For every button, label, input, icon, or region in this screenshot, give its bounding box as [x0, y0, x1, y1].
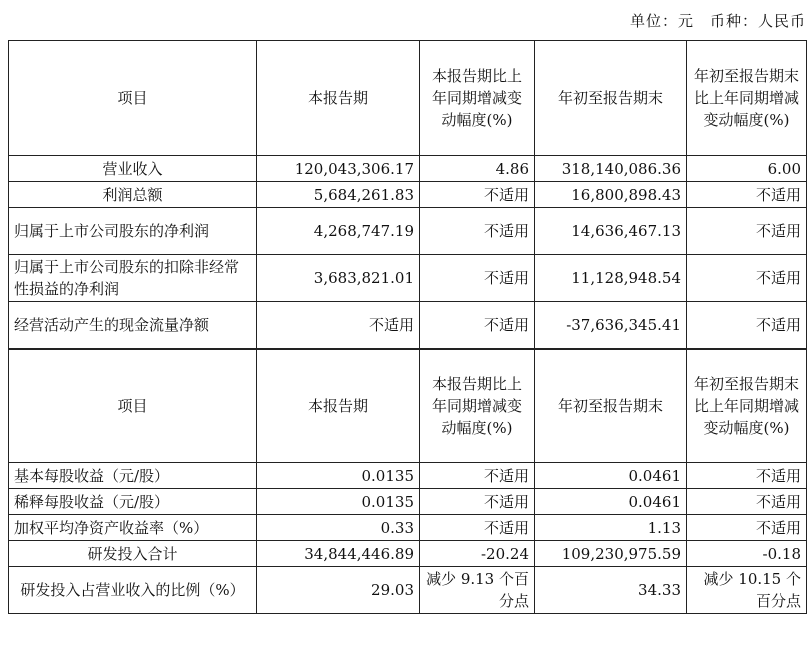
cell-value: 0.0461 [535, 463, 687, 489]
row-label: 研发投入占营业收入的比例（%） [9, 567, 257, 614]
cell-value: 4,268,747.19 [257, 208, 420, 255]
currency-unit-note: 单位：元 币种：人民币 [629, 12, 806, 30]
cell-value: 14,636,467.13 [535, 208, 687, 255]
header-ytd: 年初至报告期末 [535, 349, 687, 463]
cell-value: -20.24 [420, 541, 535, 567]
cell-value: 16,800,898.43 [535, 182, 687, 208]
row-label: 经营活动产生的现金流量净额 [9, 302, 257, 350]
cell-value: 不适用 [420, 489, 535, 515]
table-row [9, 463, 807, 489]
cell-value: 不适用 [257, 302, 420, 350]
cell-value: 不适用 [420, 302, 535, 350]
cell-value: 1.13 [535, 515, 687, 541]
cell-value: 6.00 [687, 156, 807, 182]
cell-value: 4.86 [420, 156, 535, 182]
table-row [9, 515, 807, 541]
header-ytd: 年初至报告期末 [535, 41, 687, 156]
header-row [9, 41, 807, 156]
table-row [9, 255, 807, 302]
row-label: 利润总额 [9, 182, 257, 208]
table-row [9, 156, 807, 182]
row-label: 研发投入合计 [9, 541, 257, 567]
header-current-period: 本报告期 [257, 41, 420, 156]
header-item: 项目 [9, 41, 257, 156]
cell-value: 120,043,306.17 [257, 156, 420, 182]
header-row [9, 349, 807, 463]
header-current-period: 本报告期 [257, 349, 420, 463]
table-row [9, 182, 807, 208]
cell-value: 34.33 [535, 567, 687, 614]
cell-value: 不适用 [687, 489, 807, 515]
row-label: 基本每股收益（元/股） [9, 463, 257, 489]
cell-value: 0.0461 [535, 489, 687, 515]
row-label: 营业收入 [9, 156, 257, 182]
table-row [9, 208, 807, 255]
cell-value: 不适用 [687, 515, 807, 541]
cell-value: 减少 9.13 个百分点 [420, 567, 535, 614]
cell-value: 0.0135 [257, 463, 420, 489]
cell-value: 不适用 [420, 208, 535, 255]
cell-value: -0.18 [687, 541, 807, 567]
header-current-change: 本报告期比上年同期增减变动幅度(%) [420, 349, 535, 463]
cell-value: 11,128,948.54 [535, 255, 687, 302]
table-row [9, 541, 807, 567]
row-label: 归属于上市公司股东的扣除非经常性损益的净利润 [9, 255, 257, 302]
cell-value: 不适用 [687, 255, 807, 302]
cell-value: 5,684,261.83 [257, 182, 420, 208]
cell-value: 不适用 [420, 463, 535, 489]
cell-value: 不适用 [420, 182, 535, 208]
cell-value: 不适用 [420, 255, 535, 302]
cell-value: 不适用 [687, 463, 807, 489]
cell-value: 不适用 [420, 515, 535, 541]
financial-table [8, 40, 807, 614]
cell-value: 0.0135 [257, 489, 420, 515]
header-item: 项目 [9, 349, 257, 463]
table-row [9, 567, 807, 614]
table-row [9, 489, 807, 515]
header-current-change: 本报告期比上年同期增减变动幅度(%) [420, 41, 535, 156]
table-row [9, 302, 807, 350]
cell-value: 0.33 [257, 515, 420, 541]
cell-value: 318,140,086.36 [535, 156, 687, 182]
row-label: 加权平均净资产收益率（%） [9, 515, 257, 541]
cell-value: 34,844,446.89 [257, 541, 420, 567]
cell-value: 不适用 [687, 182, 807, 208]
header-ytd-change: 年初至报告期末比上年同期增减变动幅度(%) [687, 349, 807, 463]
row-label: 归属于上市公司股东的净利润 [9, 208, 257, 255]
cell-value: 不适用 [687, 208, 807, 255]
cell-value: -37,636,345.41 [535, 302, 687, 350]
row-label: 稀释每股收益（元/股） [9, 489, 257, 515]
cell-value: 109,230,975.59 [535, 541, 687, 567]
cell-value: 减少 10.15 个百分点 [687, 567, 807, 614]
cell-value: 不适用 [687, 302, 807, 350]
cell-value: 29.03 [257, 567, 420, 614]
header-ytd-change: 年初至报告期末比上年同期增减变动幅度(%) [687, 41, 807, 156]
cell-value: 3,683,821.01 [257, 255, 420, 302]
